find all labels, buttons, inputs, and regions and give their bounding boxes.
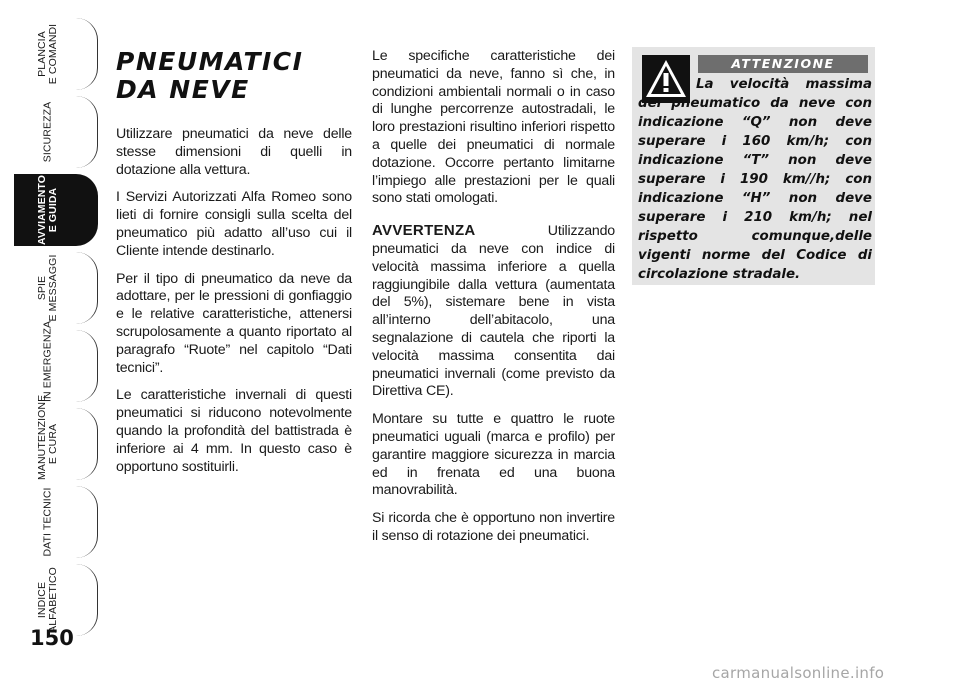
tab-avviamento-e-guida[interactable] [14, 174, 98, 246]
tab-label: DATI TECNICI [41, 487, 54, 557]
title-line-1: PNEUMATICI [116, 47, 304, 76]
tab-plancia-e-comandi[interactable] [14, 18, 98, 90]
tab-label: MANUTENZIONE E CURA [36, 394, 59, 480]
tab-label: SPIE E MESSAGGI [36, 254, 59, 322]
tab-label: PLANCIA E COMANDI [36, 23, 59, 85]
warning-header: ATTENZIONE [698, 55, 868, 73]
tab-in-emergenza[interactable] [14, 320, 98, 402]
section-title [116, 48, 352, 104]
tab-manutenzione-e-cura[interactable] [14, 394, 98, 480]
tab-label: IN EMERGENZA [41, 320, 54, 402]
column-left [116, 48, 352, 486]
paragraph: Per il tipo di pneumatico da neve da adottare, per le pressioni di gonfiaggio e le relative caratteristiche, attenersi scrupolosamente a quanto riportato al paragrafo “Ruote” nel capitolo “Dati tecnici”. [116, 270, 352, 376]
paragraph: Le caratteristiche invernali di questi pneumatici si riducono notevolmente quando la profondità del battistrada è inferiore ai 4 mm. In questo caso è opportuno sostituirli. [116, 387, 352, 475]
tab-sicurezza[interactable] [14, 96, 98, 168]
avvertenza-text: Utilizzando pneumatici da neve con indice di velocità massima inferiore a quella raggiungibile dalla vettura (aumentata del 5%), sistemare bene in vista all’interno dell’abitacolo, una segnalazione di cautela che riporti la velocità massima consentita dai pneumatici invernali (come previsto da Direttiva CE). [372, 223, 615, 400]
paragraph: I Servizi Autorizzati Alfa Romeo sono lieti di fornire consigli sulla scelta del pneumatico più adatto all’uso cui il Cliente intende destinarlo. [116, 189, 352, 259]
avvertenza-keyword: AVVERTENZA [372, 222, 476, 240]
page-number: 150 [30, 626, 74, 650]
paragraph: Montare su tutte e quattro le ruote pneumatici uguali (marca e profilo) per garantire maggiore sicurezza in marcia ed in frenata ed una buona manovrabilità. [372, 411, 615, 499]
paragraph: Utilizzare pneumatici da neve delle stesse dimensioni di quelli in dotazione alla vettura. [116, 126, 352, 178]
paragraph-avvertenza [372, 222, 615, 401]
paragraph: Si ricorda che è opportuno non invertire il senso di rotazione dei pneumatici. [372, 510, 615, 544]
tab-spie-e-messaggi[interactable] [14, 252, 98, 324]
warning-box [632, 47, 875, 285]
title-line-2: DA NEVE [116, 75, 250, 104]
chapter-tab-nav [14, 18, 104, 670]
warning-text: La velocità massima del pneumatico da neve con indicazione “Q” non deve superare i 160 km/h; con indicazione “T” non deve superare i 190 km//h; con indicazione “H” non deve superare i 210 km/h; nel rispetto comunque,delle vigenti norme del Codice di circolazione stradale. [638, 77, 872, 282]
paragraph: Le specifiche caratteristiche dei pneumatici da neve, fanno sì che, in condizioni ambientali normali o in caso di lunghe percorrenze autostradali, le loro prestazioni risultino inferiori rispetto a quelle dei pneumatici di normale dotazione. Occorre pertanto limitarne l’impiego alle prestazioni per le quali sono stati omologati. [372, 48, 615, 207]
tab-label: AVVIAMENTO E GUIDA [36, 174, 59, 246]
watermark-link[interactable]: carmanualsonline.info [712, 664, 885, 682]
tab-dati-tecnici[interactable] [14, 486, 98, 558]
column-middle [372, 48, 615, 556]
tab-label: INDICE ALFABETICO [36, 567, 59, 633]
tab-label: SICUREZZA [41, 101, 54, 163]
